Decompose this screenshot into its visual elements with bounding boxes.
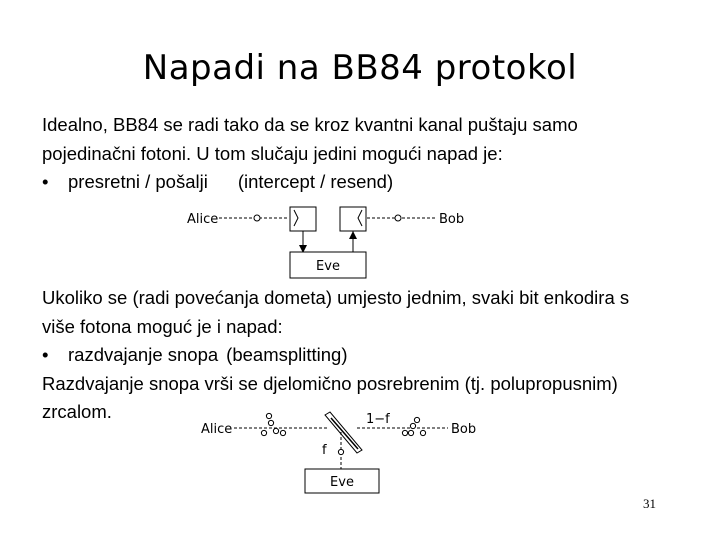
- bullet-marker: •: [42, 171, 49, 192]
- section2-line3: Razdvajanje snopa vrši se djelomično posrebrenim (tj. polupropusnim): [42, 372, 618, 394]
- bullet-text: razdvajanje snopa: [68, 344, 219, 365]
- section2-line1: Ukoliko se (radi povećanja dometa) umjesto jednim, svaki bit enkodira s: [42, 287, 630, 308]
- bullet-marker: •: [42, 344, 49, 365]
- diagram2-bob-label: Bob: [451, 422, 477, 437]
- bullet-note: (intercept / resend): [237, 171, 394, 192]
- page-number: 31: [643, 496, 656, 511]
- mirror-silvering: [331, 418, 358, 449]
- diagram1-alice-label: Alice: [187, 212, 219, 227]
- reflect-fraction-label: f: [322, 443, 327, 458]
- photon-cluster-icon: [402, 417, 425, 435]
- photon-cluster-icon: [261, 413, 285, 435]
- section1-line2: pojedinačni fotoni. U tom slučaju jedini mogući napad je:: [42, 142, 503, 164]
- diagram1-eve-label: Eve: [316, 259, 340, 274]
- diagram2-alice-label: Alice: [201, 422, 233, 437]
- diagram2-eve-label: Eve: [330, 475, 354, 490]
- section2-line4: zrcalom.: [42, 401, 112, 422]
- transmit-fraction-label: 1−f: [366, 412, 390, 427]
- section2-line2: više fotona moguć je i napad:: [42, 315, 283, 337]
- section1-line1: Idealno, BB84 se radi tako da se kroz kvantni kanal puštaju samo: [42, 114, 578, 135]
- bullet-text: presretni / pošalji: [68, 171, 208, 192]
- bullet-note: (beamsplitting): [226, 344, 348, 365]
- photon-icon: [338, 449, 343, 454]
- diagram1-bob-label: Bob: [439, 212, 465, 227]
- slide-title: Napadi na BB84 protokol: [142, 48, 578, 88]
